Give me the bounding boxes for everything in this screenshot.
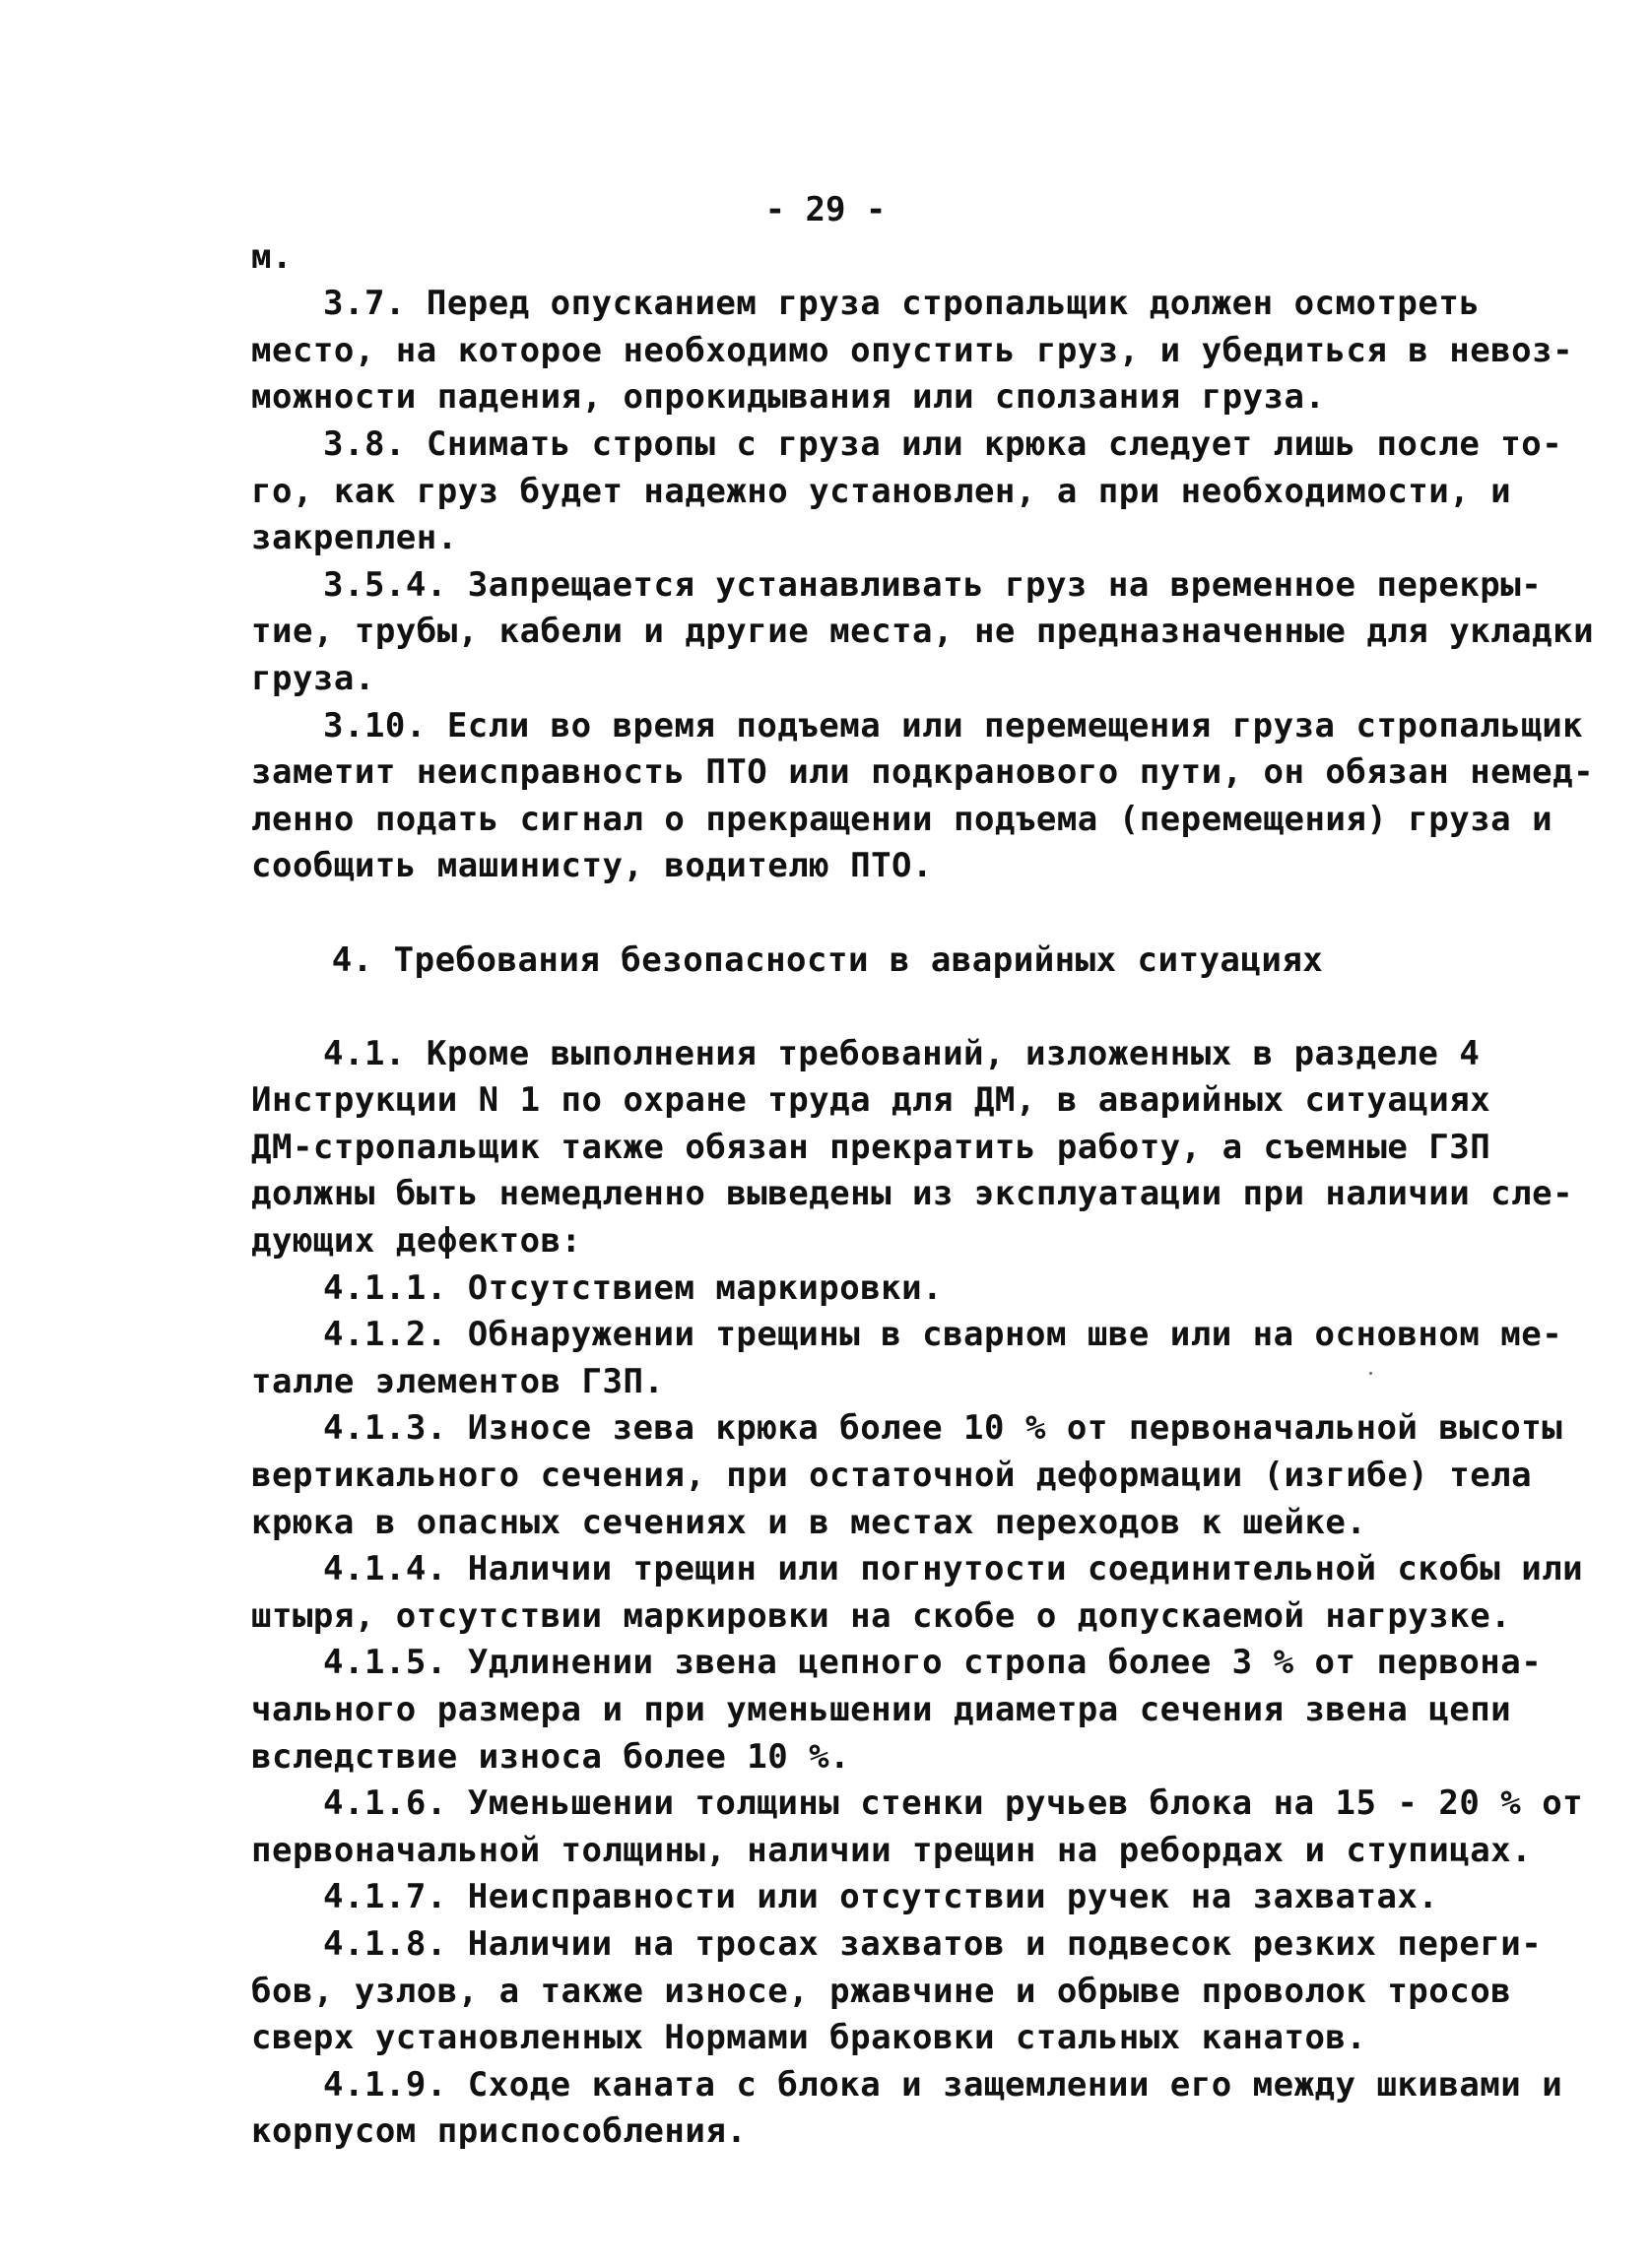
paragraph-3-5-4 <box>251 562 1595 703</box>
text-line: 4.1.2. Обнаружении трещины в сварном шве или на основном ме- <box>323 1315 1563 1355</box>
text-line: груза. <box>251 658 375 698</box>
paragraph-4-1-5 <box>251 1640 1543 1781</box>
text-line: можности падения, опрокидывания или сползания груза. <box>251 377 1326 418</box>
paragraph-3-10 <box>251 703 1595 890</box>
text-line: го, как груз будет надежно установлен, а при необходимости, и <box>251 471 1512 511</box>
paragraph-4-1-9 <box>251 2062 1563 2156</box>
text-line: 3.5.4. Запрещается устанавливать груз на временное перекры- <box>323 564 1543 605</box>
text-line: дующих дефектов: <box>251 1221 582 1262</box>
text-line: 4.1.6. Уменьшении толщины стенки ручьев блока на 15 - 20 % от <box>323 1783 1584 1824</box>
text-line: крюка в опасных сечениях и в местах переходов к шейке. <box>251 1502 1367 1542</box>
text-line: 4.1.7. Неисправности или отсутствии ручек на захватах. <box>323 1877 1439 1917</box>
text-line: 3.8. Снимать стропы с груза или крюка следует лишь после то- <box>323 423 1563 464</box>
text-line: бов, узлов, а также износе, ржавчине и обрыве проволок тросов <box>251 1971 1512 2011</box>
document-body <box>251 187 1595 2156</box>
paragraph-3-7 <box>251 281 1574 421</box>
paragraph-3-8 <box>251 421 1563 562</box>
text-line: 4.1.8. Наличии на тросах захватов и подвесок резких переги- <box>323 1923 1543 1964</box>
text-line: ленно подать сигнал о прекращении подъема (перемещения) груза и <box>251 799 1553 839</box>
text-line: закреплен. <box>251 518 458 558</box>
text-line: штыря, отсутствии маркировки на скобе о допускаемой нагрузке. <box>251 1595 1512 1636</box>
text-line: 4.1.1. Отсутствием маркировки. <box>323 1267 944 1308</box>
spacer <box>251 187 1404 234</box>
text-line: 4.1.5. Удлинении звена цепного стропа более 3 % от первона- <box>323 1643 1543 1683</box>
text-line: вследствие износа более 10 %. <box>251 1736 851 1777</box>
text-line: ДМ-стропальщик также обязан прекратить работу, а съемные ГЗП <box>251 1127 1491 1167</box>
scan-speck <box>1369 1372 1372 1375</box>
paragraph-4-1 <box>251 1031 1574 1265</box>
text-line: место, на которое необходимо опустить груз, и убедиться в невоз- <box>251 330 1574 370</box>
paragraph-4-1-6 <box>251 1781 1584 1874</box>
spacer <box>251 890 1404 938</box>
paragraph-4-1-4 <box>251 1546 1584 1640</box>
text-line: 3.7. Перед опусканием груза стропальщик должен осмотреть <box>323 284 1481 324</box>
spacer <box>251 984 1404 1031</box>
section-heading: 4. Требования безопасности в аварийных ситуациях <box>331 940 1324 980</box>
paragraph-4-1-3 <box>251 1405 1563 1546</box>
text-line: сообщить машинисту, водителю ПТО. <box>251 846 934 886</box>
leading-fragment: м. <box>251 236 293 277</box>
text-line: первоначальной толщины, наличии трещин на ребордах и ступицах. <box>251 1830 1533 1870</box>
text-line: Инструкции N 1 по охране труда для ДМ, в аварийных ситуациях <box>251 1080 1491 1121</box>
text-line: 4.1.9. Сходе каната с блока и защемлении его между шкивами и <box>323 2064 1563 2105</box>
paragraph-4-1-8 <box>251 1921 1543 2062</box>
text-line: чального размера и при уменьшении диаметра сечения звена цепи <box>251 1690 1512 1729</box>
paragraph-4-1-1 <box>251 1265 1404 1313</box>
text-line: 4.1.4. Наличии трещин или погнутости соединительной скобы или <box>323 1549 1584 1589</box>
text-line: 4.1. Кроме выполнения требований, изложенных в разделе 4 <box>323 1033 1481 1073</box>
text-line: талле элементов ГЗП. <box>251 1361 665 1401</box>
text-line: должны быть немедленно выведены из эксплуатации при наличии сле- <box>251 1174 1574 1214</box>
page-number: - 29 - <box>764 190 887 229</box>
text-line: заметит неисправность ПТО или подкранового пути, он обязан немед- <box>251 752 1595 793</box>
text-line: 4.1.3. Износе зева крюка более 10 % от первоначальной высоты <box>323 1408 1563 1449</box>
paragraph-4-1-7 <box>251 1874 1439 1921</box>
text-line: тие, трубы, кабели и другие места, не предназначенные для укладки <box>251 612 1595 652</box>
text-line: вертикального сечения, при остаточной деформации (изгибе) тела <box>251 1456 1533 1496</box>
text-line: корпусом приспособления. <box>251 2111 748 2152</box>
text-line: сверх установленных Нормами браковки стальных канатов. <box>251 2018 1367 2058</box>
text-line: 3.10. Если во время подъема или перемещения груза стропальщик <box>323 705 1584 745</box>
paragraph-4-1-2 <box>251 1312 1563 1405</box>
